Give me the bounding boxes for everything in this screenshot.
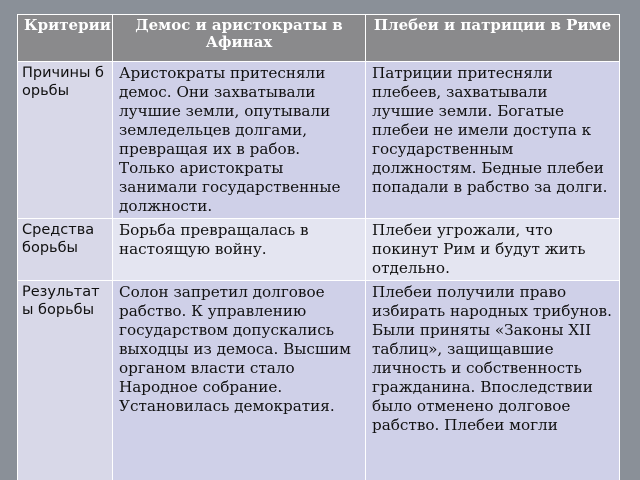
header-rome: Плебеи и патриции в Риме	[366, 15, 620, 62]
athens-cell: Солон запретил долговое рабство. К управлению государством допускались выходцы из демоса. Высшим органом власти стало Народное собрание. Установилась демократия.	[113, 281, 366, 480]
table-row	[18, 62, 620, 219]
table-row	[18, 219, 620, 281]
criterion-cell: Результаты борьбы	[18, 281, 113, 480]
criterion-cell: Причины борьбы	[18, 62, 113, 219]
header-row	[18, 15, 620, 62]
comparison-table	[17, 14, 620, 480]
criterion-cell: Средства борьбы	[18, 219, 113, 281]
athens-cell: Аристократы притесняли демос. Они захватывали лучшие земли, опутывали земледельцев долгами, превращая их в рабов. Только аристократы занимали государственные должности.	[113, 62, 366, 219]
rome-cell: Плебеи угрожали, что покинут Рим и будут жить отдельно.	[366, 219, 620, 281]
rome-cell: Патриции притесняли плебеев, захватывали лучшие земли. Богатые плебеи не имели доступа к государственным должностям. Бедные плебеи попадали в рабство за долги.	[366, 62, 620, 219]
header-athens: Демос и аристократы в Афинах	[113, 15, 366, 62]
rome-cell: Плебеи получили право избирать народных трибунов. Были приняты «Законы XII таблиц», защищавшие личность и собственность гражданина. Впоследствии было отменено долговое рабство. Плебеи могли	[366, 281, 620, 480]
header-criteria: Критерии	[18, 15, 113, 62]
athens-cell: Борьба превращалась в настоящую войну.	[113, 219, 366, 281]
table-row	[18, 281, 620, 480]
